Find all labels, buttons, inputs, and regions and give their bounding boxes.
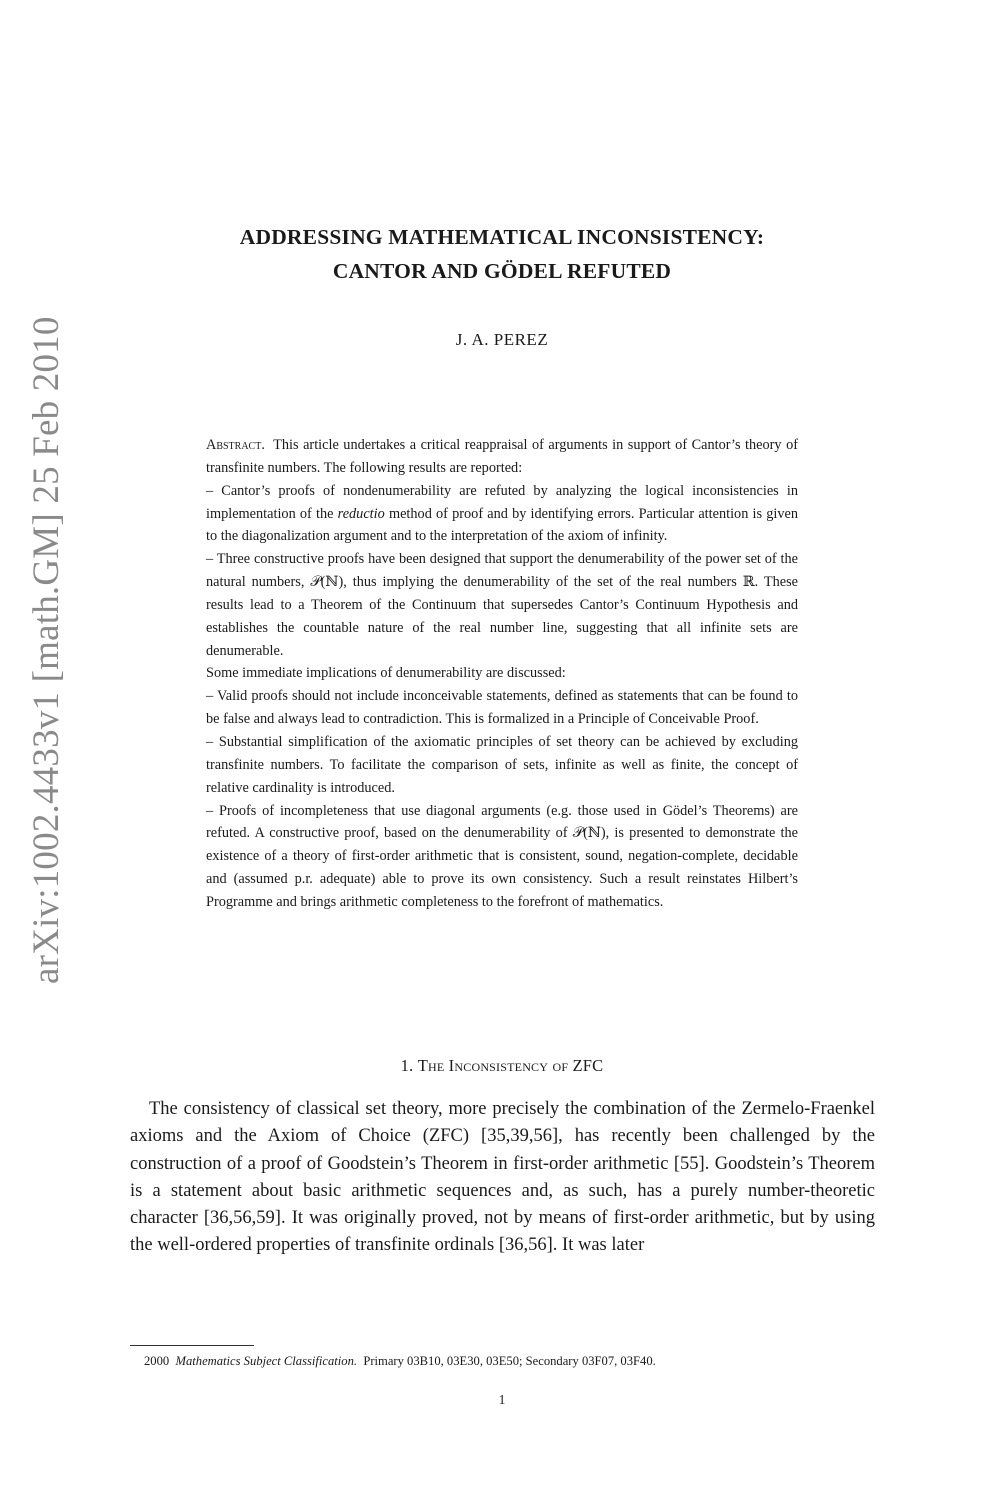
title-line-1: ADDRESSING MATHEMATICAL INCONSISTENCY: <box>239 225 765 249</box>
body-text <box>130 1096 875 1260</box>
page-number: 1 <box>498 1392 506 1407</box>
abstract-paragraph-6: – Substantial simplification of the axiomatic principles of set theory can be achieved by excluding transfinite numbers. To facilitate the comparison of sets, infinite as well as finite, the concept of relative cardinality is introduced. <box>206 733 798 796</box>
footnote-year: 2000 <box>144 1354 170 1368</box>
paper-title <box>0 220 1004 288</box>
abstract-paragraph-2 <box>206 480 798 549</box>
arxiv-stamp: arXiv:1002.4433v1 [math.GM] 25 Feb 2010 <box>26 316 67 984</box>
section-number: 1. <box>400 1056 414 1075</box>
abstract-paragraph-5: – Valid proofs should not include inconceivable statements, defined as statements that can be found to be false and always lead to contradiction. This is formalized in a Principle of Conceivable Proof. <box>206 688 798 728</box>
footnote-rule <box>130 1345 254 1346</box>
section-heading <box>0 1056 1004 1076</box>
abstract-paragraph-3: – Three constructive proofs have been designed that support the denumerability of the power set of the natural numbers, 𝒫(ℕ), thus implying the denumerability of the set of the real numbers ℝ. These results lead to a Theorem of the Continuum that supersedes Cantor’s Continuum Hypothesis and establishes the countable nature of the real number line, suggesting that all infinite sets are denumerable. <box>206 551 798 659</box>
footnote <box>144 1352 874 1370</box>
footnote-text: Primary 03B10, 03E30, 03E50; Secondary 03F07, 03F40. <box>363 1354 656 1368</box>
abstract-paragraph-4: Some immediate implications of denumerability are discussed: <box>206 665 566 682</box>
abstract-text-2a: – Cantor’s proofs of nondenumerability are refuted by analyzing the logical inconsistencies in implementation of the <box>206 482 798 522</box>
abstract-paragraph-7: – Proofs of incompleteness that use diagonal arguments (e.g. those used in Gödel’s Theorems) are refuted. A constructive proof, based on the denumerability of 𝒫(ℕ), is presented to demonstrate the existence of a theory of first-order arithmetic that is consistent, sound, negation-complete, decidable and (assumed p.r. adequate) able to prove its own consistency. Such a result reinstates Hilbert’s Programme and brings arithmetic completeness to the forefront of mathematics. <box>206 802 798 910</box>
author: J. A. PEREZ <box>455 330 549 349</box>
abstract-reductio: reductio <box>337 505 385 522</box>
body-paragraph-1: The consistency of classical set theory, more precisely the combination of the Zermelo-Fraenkel axioms and the Axiom of Choice (ZFC) [35,39,56], has recently been challenged by the construction of a proof of Goodstein’s Theorem in first-order arithmetic [55]. Goodstein’s Theorem is a statement about basic arithmetic sequences and, as such, has a purely number-theoretic character [36,56,59]. It was originally proved, not by means of first-order arithmetic, but by using the well-ordered properties of transfinite ordinals [36,56]. It was later <box>130 1099 875 1256</box>
section-title-tail: ZFC <box>572 1056 604 1075</box>
abstract-text-1: This article undertakes a critical reappraisal of arguments in support of Cantor’s theory of transfinite numbers. The following results are reported: <box>206 437 798 476</box>
footnote-label: Mathematics Subject Classification. <box>175 1354 358 1368</box>
title-line-2: CANTOR AND GÖDEL REFUTED <box>332 259 672 283</box>
abstract-text-2b: method of proof and by identifying errors. Particular attention is given to the diagonalization argument and to the interpretation of the axiom of infinity. <box>206 505 799 545</box>
abstract-label: Abstract. <box>206 437 265 453</box>
abstract <box>206 434 798 914</box>
section-title: The Inconsistency of <box>417 1056 569 1075</box>
abstract-paragraph-1 <box>206 434 798 480</box>
